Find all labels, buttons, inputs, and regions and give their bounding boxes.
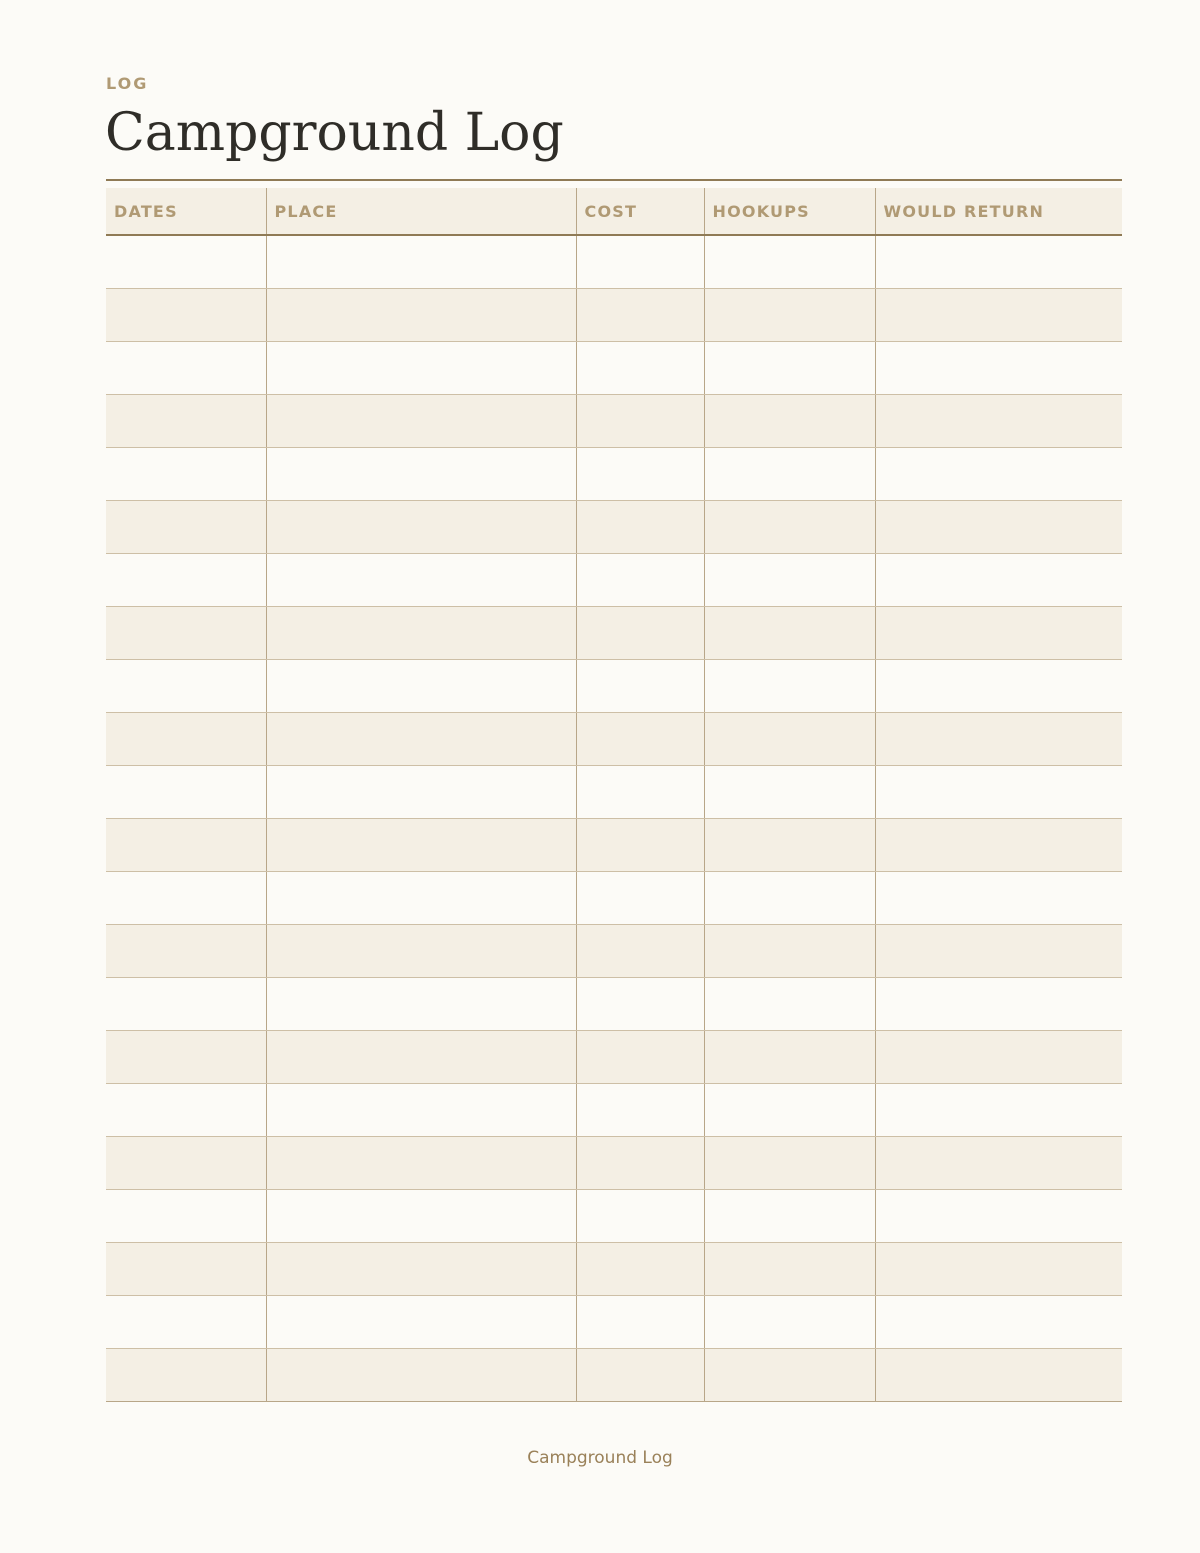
table-row	[106, 872, 1122, 925]
table-cell-cost[interactable]	[576, 1137, 704, 1190]
table-cell-dates[interactable]	[106, 235, 266, 289]
table-cell-cost[interactable]	[576, 1243, 704, 1296]
table-cell-place[interactable]	[266, 872, 576, 925]
table-cell-would-return[interactable]	[875, 1084, 1122, 1137]
table-row	[106, 1296, 1122, 1349]
table-cell-hookups[interactable]	[704, 1243, 875, 1296]
table-row	[106, 448, 1122, 501]
table-cell-would-return[interactable]	[875, 1190, 1122, 1243]
table-cell-hookups[interactable]	[704, 1137, 875, 1190]
table-cell-place[interactable]	[266, 448, 576, 501]
table-row	[106, 1137, 1122, 1190]
table-cell-place[interactable]	[266, 925, 576, 978]
table-cell-place[interactable]	[266, 819, 576, 872]
table-cell-place[interactable]	[266, 1031, 576, 1084]
table-cell-would-return[interactable]	[875, 1243, 1122, 1296]
table-cell-dates[interactable]	[106, 1084, 266, 1137]
table-cell-dates[interactable]	[106, 1137, 266, 1190]
table-cell-cost[interactable]	[576, 395, 704, 448]
table-cell-dates[interactable]	[106, 872, 266, 925]
table-header	[106, 188, 1122, 235]
page-eyebrow: LOG	[106, 74, 149, 93]
table-cell-would-return[interactable]	[875, 660, 1122, 713]
table-cell-dates[interactable]	[106, 1243, 266, 1296]
table-cell-hookups[interactable]	[704, 501, 875, 554]
table-row	[106, 395, 1122, 448]
table-row	[106, 1031, 1122, 1084]
table-row	[106, 342, 1122, 395]
table-cell-would-return[interactable]	[875, 554, 1122, 607]
table-cell-dates[interactable]	[106, 1296, 266, 1349]
table-cell-cost[interactable]	[576, 1084, 704, 1137]
table-cell-dates[interactable]	[106, 501, 266, 554]
table-cell-place[interactable]	[266, 395, 576, 448]
table-cell-place[interactable]	[266, 766, 576, 819]
table-row	[106, 554, 1122, 607]
table-cell-place[interactable]	[266, 1190, 576, 1243]
table-cell-would-return[interactable]	[875, 819, 1122, 872]
table-cell-place[interactable]	[266, 554, 576, 607]
table-cell-would-return[interactable]	[875, 1349, 1122, 1402]
table-row	[106, 289, 1122, 342]
table-cell-hookups[interactable]	[704, 1349, 875, 1402]
table-cell-dates[interactable]	[106, 978, 266, 1031]
table-cell-dates[interactable]	[106, 448, 266, 501]
table-cell-would-return[interactable]	[875, 448, 1122, 501]
table-cell-place[interactable]	[266, 342, 576, 395]
table-cell-dates[interactable]	[106, 554, 266, 607]
table-cell-dates[interactable]	[106, 342, 266, 395]
table-header-row	[106, 188, 1122, 235]
table-cell-cost[interactable]	[576, 978, 704, 1031]
table-cell-hookups[interactable]	[704, 766, 875, 819]
table-cell-dates[interactable]	[106, 925, 266, 978]
table-row	[106, 235, 1122, 289]
table-cell-hookups[interactable]	[704, 235, 875, 289]
table-row	[106, 819, 1122, 872]
table-cell-would-return[interactable]	[875, 978, 1122, 1031]
table-cell-would-return[interactable]	[875, 395, 1122, 448]
table-row	[106, 1243, 1122, 1296]
column-header-cost: COST	[576, 188, 704, 235]
table-cell-dates[interactable]	[106, 660, 266, 713]
table-cell-cost[interactable]	[576, 289, 704, 342]
table-cell-hookups[interactable]	[704, 660, 875, 713]
table-cell-place[interactable]	[266, 1137, 576, 1190]
campground-log-table	[106, 188, 1122, 1402]
table-cell-place[interactable]	[266, 501, 576, 554]
table-cell-dates[interactable]	[106, 713, 266, 766]
table-cell-would-return[interactable]	[875, 1137, 1122, 1190]
table-cell-hookups[interactable]	[704, 289, 875, 342]
column-header-would-return: WOULD RETURN	[875, 188, 1122, 235]
table-cell-would-return[interactable]	[875, 713, 1122, 766]
table-cell-hookups[interactable]	[704, 978, 875, 1031]
table-row	[106, 925, 1122, 978]
table-cell-would-return[interactable]	[875, 1296, 1122, 1349]
table-cell-would-return[interactable]	[875, 1031, 1122, 1084]
table-row	[106, 713, 1122, 766]
table-row	[106, 1349, 1122, 1402]
table-cell-dates[interactable]	[106, 1349, 266, 1402]
table-cell-cost[interactable]	[576, 342, 704, 395]
table-cell-cost[interactable]	[576, 819, 704, 872]
table-cell-dates[interactable]	[106, 1031, 266, 1084]
table-cell-place[interactable]	[266, 1084, 576, 1137]
table-cell-cost[interactable]	[576, 925, 704, 978]
table-cell-dates[interactable]	[106, 607, 266, 660]
table-cell-hookups[interactable]	[704, 554, 875, 607]
table-cell-hookups[interactable]	[704, 713, 875, 766]
column-header-dates: DATES	[106, 188, 266, 235]
table-cell-would-return[interactable]	[875, 766, 1122, 819]
table-cell-dates[interactable]	[106, 1190, 266, 1243]
table-cell-cost[interactable]	[576, 554, 704, 607]
table-cell-would-return[interactable]	[875, 501, 1122, 554]
table-cell-place[interactable]	[266, 713, 576, 766]
page-title: Campground Log	[105, 103, 564, 163]
table-cell-would-return[interactable]	[875, 925, 1122, 978]
page-footer: Campground Log	[527, 1448, 673, 1468]
table-cell-hookups[interactable]	[704, 1190, 875, 1243]
table-cell-would-return[interactable]	[875, 289, 1122, 342]
table-cell-cost[interactable]	[576, 607, 704, 660]
table-cell-would-return[interactable]	[875, 235, 1122, 289]
table-cell-cost[interactable]	[576, 872, 704, 925]
table-cell-dates[interactable]	[106, 819, 266, 872]
table-cell-cost[interactable]	[576, 448, 704, 501]
table-cell-hookups[interactable]	[704, 395, 875, 448]
table-cell-place[interactable]	[266, 1243, 576, 1296]
table-cell-hookups[interactable]	[704, 925, 875, 978]
table-cell-place[interactable]	[266, 607, 576, 660]
table-cell-cost[interactable]	[576, 1349, 704, 1402]
table-cell-would-return[interactable]	[875, 872, 1122, 925]
table-row	[106, 766, 1122, 819]
table-row	[106, 1084, 1122, 1137]
table-cell-place[interactable]	[266, 289, 576, 342]
table-cell-hookups[interactable]	[704, 607, 875, 660]
table-cell-place[interactable]	[266, 1296, 576, 1349]
table-row	[106, 978, 1122, 1031]
table-cell-cost[interactable]	[576, 766, 704, 819]
table-cell-hookups[interactable]	[704, 448, 875, 501]
table-cell-cost[interactable]	[576, 660, 704, 713]
table-cell-dates[interactable]	[106, 395, 266, 448]
table-row	[106, 1190, 1122, 1243]
table-cell-hookups[interactable]	[704, 872, 875, 925]
column-header-place: PLACE	[266, 188, 576, 235]
table-row	[106, 607, 1122, 660]
table-cell-would-return[interactable]	[875, 342, 1122, 395]
table-cell-cost[interactable]	[576, 501, 704, 554]
table-cell-cost[interactable]	[576, 713, 704, 766]
table-cell-hookups[interactable]	[704, 819, 875, 872]
title-divider	[106, 179, 1122, 181]
table-cell-cost[interactable]	[576, 1296, 704, 1349]
table-cell-cost[interactable]	[576, 1031, 704, 1084]
table-cell-hookups[interactable]	[704, 1084, 875, 1137]
table-cell-place[interactable]	[266, 978, 576, 1031]
table-cell-cost[interactable]	[576, 235, 704, 289]
table-cell-dates[interactable]	[106, 766, 266, 819]
table-cell-place[interactable]	[266, 235, 576, 289]
table-cell-would-return[interactable]	[875, 607, 1122, 660]
table-cell-cost[interactable]	[576, 1190, 704, 1243]
table-cell-dates[interactable]	[106, 289, 266, 342]
table-cell-hookups[interactable]	[704, 1296, 875, 1349]
table-cell-place[interactable]	[266, 660, 576, 713]
table-cell-hookups[interactable]	[704, 342, 875, 395]
table-cell-place[interactable]	[266, 1349, 576, 1402]
table-cell-hookups[interactable]	[704, 1031, 875, 1084]
table-row	[106, 660, 1122, 713]
table-row	[106, 501, 1122, 554]
column-header-hookups: HOOKUPS	[704, 188, 875, 235]
table-body	[106, 235, 1122, 1402]
